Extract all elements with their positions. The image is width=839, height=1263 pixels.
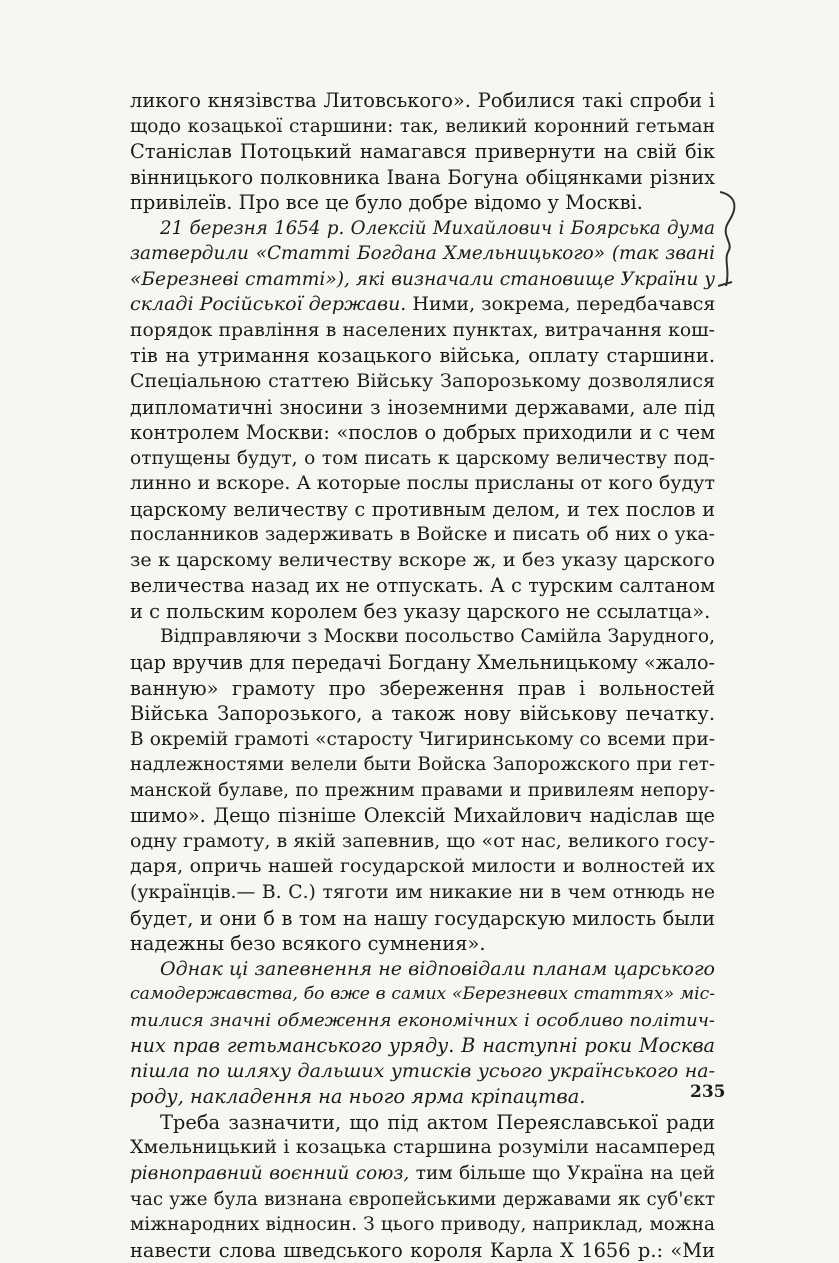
- regular-segment: Ними, зокрема, передбачався: [406, 293, 716, 316]
- text-line: величества назад их не отпускать. А с турским салтаном: [130, 574, 715, 598]
- text-line: ванную» грамоту про збереження прав і вольностей: [130, 676, 715, 700]
- regular-segment: тим більше що Україна на цей: [409, 1162, 715, 1184]
- text-line: Війська Запорозького, а також нову військову печатку.: [130, 702, 715, 726]
- text-line: Спеціальною статтею Війську Запорозькому дозволялися: [130, 370, 715, 393]
- text-line: надлежностями велели быти Войска Запорожского при гет-: [130, 754, 715, 776]
- text-line: міжнародних відносин. З цього приводу, наприклад, можна: [130, 1214, 715, 1236]
- text-line: привілеїв. Про все це було добре відомо у Москві.: [130, 191, 643, 215]
- italic-segment: складі Російської держави.: [130, 293, 407, 316]
- text-line: будет, и они б в том на нашу государскую милость были: [130, 906, 715, 930]
- text-line: [130, 292, 715, 318]
- page-body: [130, 88, 715, 1263]
- text-line: отпущены будут, о том писать к царскому величеству под-: [130, 447, 715, 469]
- text-line: них прав гетьманського уряду. В наступні роки Москва: [130, 1034, 715, 1058]
- text-line: Хмельницький і козацька старшина розуміли насамперед: [130, 1136, 715, 1159]
- text-line: [130, 1161, 715, 1187]
- text-line: даря, опричь нашей государской милости и волностей их: [130, 855, 715, 878]
- text-line: час уже була визнана європейськими державами як суб'єкт: [130, 1188, 715, 1210]
- text-line: тів на утримання козацького війська, оплату старшини.: [130, 344, 715, 368]
- text-line: тилися значні обмеження економічних і особливо політич-: [130, 1009, 715, 1031]
- text-line: 21 березня 1654 р. Олексій Михайлович і Боярська дума: [160, 217, 715, 239]
- text-line: вінницького полковника Івана Богуна обіцянками різних: [130, 165, 715, 189]
- text-line: Станіслав Потоцький намагався привернути на свій бік: [130, 140, 715, 164]
- text-line: самодержавства, бо вже в самих «Березневих статтях» міс-: [130, 984, 715, 1005]
- text-line: царскому величеству с противным делом, и тех послов и: [130, 497, 715, 521]
- text-line: посланников задерживать в Войске и писать об них о ука-: [130, 524, 715, 546]
- text-line: дипломатичні зносини з іноземними державами, але під: [130, 395, 715, 419]
- text-line: роду, накладення на нього ярма кріпацтва.: [130, 1085, 586, 1109]
- text-line: «Березневі статті»), які визначали становище України у: [130, 268, 716, 290]
- margin-bracket-mark: [716, 190, 744, 290]
- text-line: Відправляючи з Москви посольство Самійла Зарудного,: [160, 626, 715, 648]
- text-line: пішла по шляху дальших утисків усього українського на-: [130, 1059, 715, 1082]
- body-text: [130, 88, 715, 1263]
- text-line: контролем Москви: «послов о добрых приходили и с чем: [130, 421, 715, 445]
- text-line: затвердили «Статті Богдана Хмельницького» (так звані: [130, 243, 715, 265]
- text-line: ликого князівства Литовського». Робилися такі спроби і: [130, 89, 715, 112]
- text-line: порядок правління в населених пунктах, витрачання кош-: [130, 319, 715, 341]
- text-line: Однак ці запевнення не відповідали планам царського: [160, 957, 715, 980]
- text-line: шимо». Дещо пізніше Олексій Михайлович надіслав ще: [130, 804, 715, 828]
- text-line: манской булаве, по прежним правами и привилеям непору-: [130, 779, 715, 801]
- text-line: навести слова шведського короля Карла X 1656 р.: «Ми: [130, 1238, 715, 1262]
- text-line: одну грамоту, в якій запевнив, що «от нас, великого госу-: [130, 829, 715, 852]
- text-line: зе к царскому величеству вскоре ж, и без указу царского: [130, 548, 715, 571]
- page-number: 235: [690, 1082, 726, 1102]
- text-line: цар вручив для передачі Богдану Хмельницькому «жало-: [130, 651, 715, 675]
- text-line: надежны безо всякого сумнения».: [130, 932, 486, 956]
- text-line: линно и вскоре. А которые послы присланы от кого будут: [130, 472, 715, 495]
- text-line: В окремій грамоті «старосту Чигиринському со всеми при-: [130, 728, 715, 750]
- text-line: и с польским королем без указу царского не ссылатца».: [130, 599, 711, 623]
- text-line: Треба зазначити, що під актом Переяславської ради: [160, 1110, 715, 1134]
- italic-segment: рівноправний воєнний союз,: [130, 1162, 410, 1184]
- text-line: (українців.— В. С.) тяготи им никакие ни в чем отнюдь не: [130, 881, 715, 903]
- text-line: щодо козацької старшини: так, великий коронний гетьман: [130, 115, 715, 137]
